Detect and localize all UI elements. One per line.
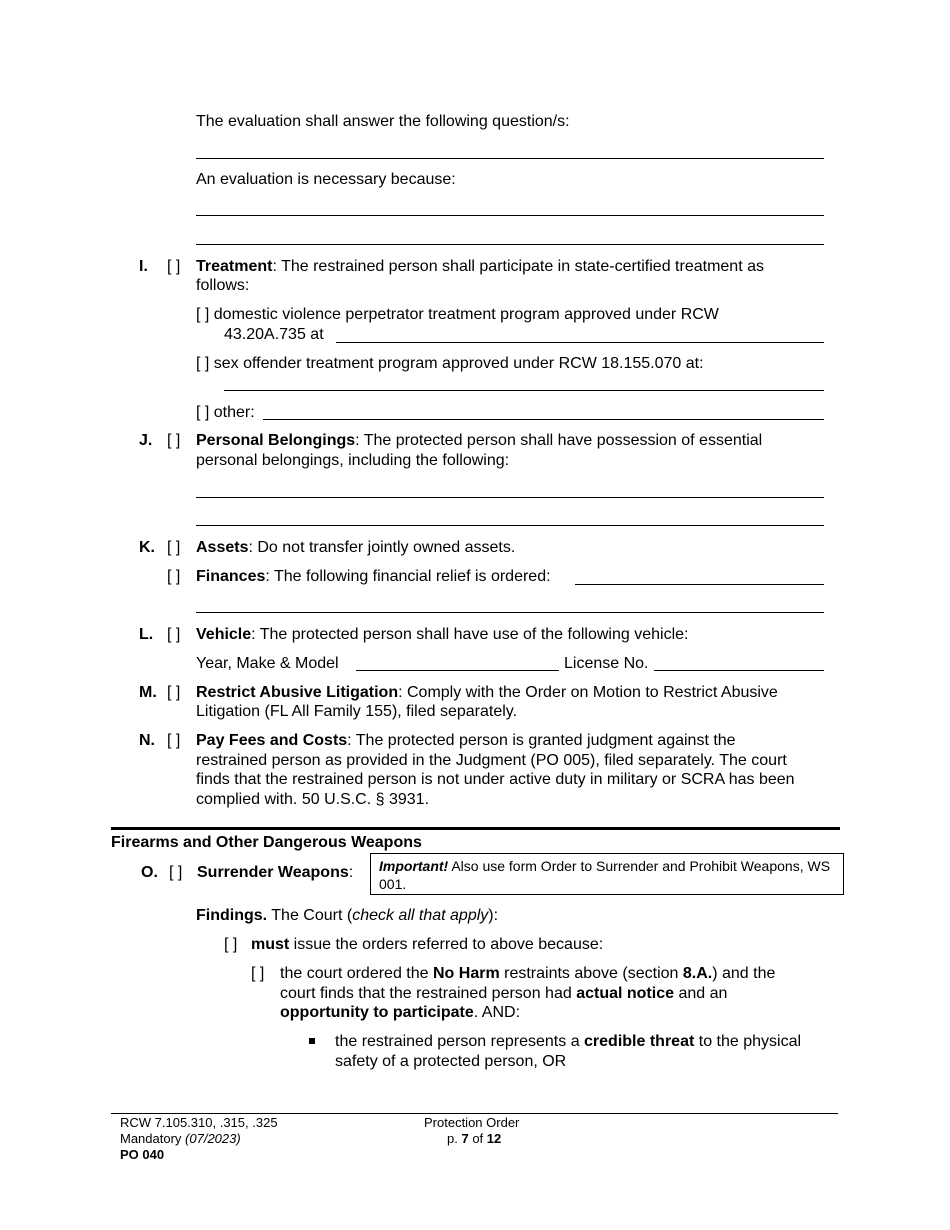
item-i-checkbox[interactable]: [ ] <box>167 258 181 275</box>
item-k-assets-checkbox[interactable]: [ ] <box>167 539 181 556</box>
item-j-letter: J. <box>139 432 153 449</box>
footer-title: Protection Order <box>424 1115 520 1130</box>
findings-line: Findings. The Court (check all that apply): <box>196 907 499 924</box>
item-n-line3: finds that the restrained person is not under active duty in military or SCRA has been <box>196 771 795 788</box>
item-l-letter: L. <box>139 626 154 643</box>
findings-label: Findings. <box>196 907 268 924</box>
item-o-checkbox[interactable]: [ ] <box>169 864 183 881</box>
important-label: Important! <box>379 858 449 874</box>
item-j-line2: personal belongings, including the following: <box>196 452 510 469</box>
footer-page-number: 7 <box>461 1131 469 1146</box>
item-k-title: Assets <box>196 539 249 556</box>
vehicle-license-label: License No. <box>564 655 649 672</box>
treatment-dv-option[interactable]: [ ] domestic violence perpetrator treatment program approved under RCW <box>196 306 719 323</box>
credible-threat-line1: the restrained person represents a credible threat to the physical <box>335 1033 802 1050</box>
credible-threat-line2: safety of a protected person, OR <box>335 1053 567 1070</box>
item-j-line1: Personal Belongings: The protected person shall have possession of essential <box>196 432 763 449</box>
belongings-line-1[interactable] <box>196 497 824 498</box>
item-i-title: Treatment <box>196 258 273 275</box>
firearms-heading: Firearms and Other Dangerous Weapons <box>111 834 422 851</box>
evaluation-questions-line[interactable] <box>196 158 824 159</box>
section-divider <box>111 827 840 830</box>
evaluation-necessary-line-1[interactable] <box>196 215 824 216</box>
item-m-checkbox[interactable]: [ ] <box>167 684 181 701</box>
vehicle-ymm-label: Year, Make & Model <box>196 655 339 672</box>
item-m-line2: Litigation (FL All Family 155), filed separately. <box>196 703 518 720</box>
item-n-line2: restrained person as provided in the Judgment (PO 005), filed separately. The court <box>196 752 787 769</box>
must-line: must issue the orders referred to above because: <box>251 936 604 953</box>
item-n-title: Pay Fees and Costs <box>196 732 348 749</box>
belongings-line-2[interactable] <box>196 525 824 526</box>
vehicle-ymm-line[interactable] <box>356 670 559 671</box>
footer-mandatory: Mandatory (07/2023) <box>120 1131 241 1146</box>
vehicle-license-line[interactable] <box>654 670 824 671</box>
important-notice-box <box>370 853 844 895</box>
must-label: must <box>251 936 290 953</box>
no-harm-checkbox[interactable]: [ ] <box>251 965 265 982</box>
treatment-dv-line[interactable] <box>336 342 824 343</box>
item-i-line1: Treatment: The restrained person shall participate in state-certified treatment as <box>196 258 764 275</box>
treatment-other-option[interactable]: [ ] other: <box>196 404 255 421</box>
footer-form-number: PO 040 <box>120 1147 165 1162</box>
item-o-title: Surrender Weapons <box>197 864 349 881</box>
item-k-finances-checkbox[interactable]: [ ] <box>167 568 181 585</box>
item-i-letter: I. <box>139 258 148 275</box>
item-m-letter: M. <box>139 684 157 701</box>
no-harm-line2: court finds that the restrained person had actual notice and an <box>280 985 728 1002</box>
must-checkbox[interactable]: [ ] <box>224 936 238 953</box>
no-harm-line1: the court ordered the No Harm restraints above (section 8.A.) and the <box>280 965 776 982</box>
item-m-title: Restrict Abusive Litigation <box>196 684 399 701</box>
item-l-checkbox[interactable]: [ ] <box>167 626 181 643</box>
item-i-line2: follows: <box>196 277 250 294</box>
footer-rule <box>111 1113 838 1114</box>
important-text: Also use form Order to Surrender and Prohibit Weapons, WS 001. <box>379 858 831 892</box>
evaluation-questions-label: The evaluation shall answer the following question/s: <box>196 113 570 130</box>
finances-line-1[interactable] <box>575 584 824 585</box>
treatment-sex-offender-line[interactable] <box>224 390 824 391</box>
footer-page-total: 12 <box>486 1131 502 1146</box>
treatment-sex-offender-option[interactable]: [ ] sex offender treatment program approved under RCW 18.155.070 at: <box>196 355 704 372</box>
finances-line-2[interactable] <box>196 612 824 613</box>
item-k-letter: K. <box>139 539 155 556</box>
no-harm-line3: opportunity to participate. AND: <box>280 1004 521 1021</box>
item-j-title: Personal Belongings <box>196 432 356 449</box>
item-l-title: Vehicle <box>196 626 252 643</box>
bullet-icon <box>309 1038 315 1044</box>
item-k-finances: Finances: The following financial relief is ordered: <box>196 568 551 585</box>
item-n-line1: Pay Fees and Costs: The protected person is granted judgment against the <box>196 732 736 749</box>
item-o-label: Surrender Weapons: <box>197 864 354 881</box>
item-n-line4: complied with. 50 U.S.C. § 3931. <box>196 791 430 808</box>
treatment-other-line[interactable] <box>263 419 824 420</box>
item-l-line1: Vehicle: The protected person shall have use of the following vehicle: <box>196 626 689 643</box>
item-j-checkbox[interactable]: [ ] <box>167 432 181 449</box>
finances-title: Finances <box>196 568 266 585</box>
item-n-letter: N. <box>139 732 155 749</box>
item-m-line1: Restrict Abusive Litigation: Comply with the Order on Motion to Restrict Abusive <box>196 684 778 701</box>
footer-date: (07/2023) <box>185 1131 241 1146</box>
evaluation-necessary-label: An evaluation is necessary because: <box>196 171 456 188</box>
footer-page: p. 7 of 12 <box>447 1131 502 1146</box>
treatment-dv-rcw: 43.20A.735 at <box>224 326 324 343</box>
evaluation-necessary-line-2[interactable] <box>196 244 824 245</box>
item-k-assets: Assets: Do not transfer jointly owned assets. <box>196 539 516 556</box>
item-n-checkbox[interactable]: [ ] <box>167 732 181 749</box>
footer-rcw: RCW 7.105.310, .315, .325 <box>120 1115 278 1130</box>
item-o-letter: O. <box>141 864 158 881</box>
